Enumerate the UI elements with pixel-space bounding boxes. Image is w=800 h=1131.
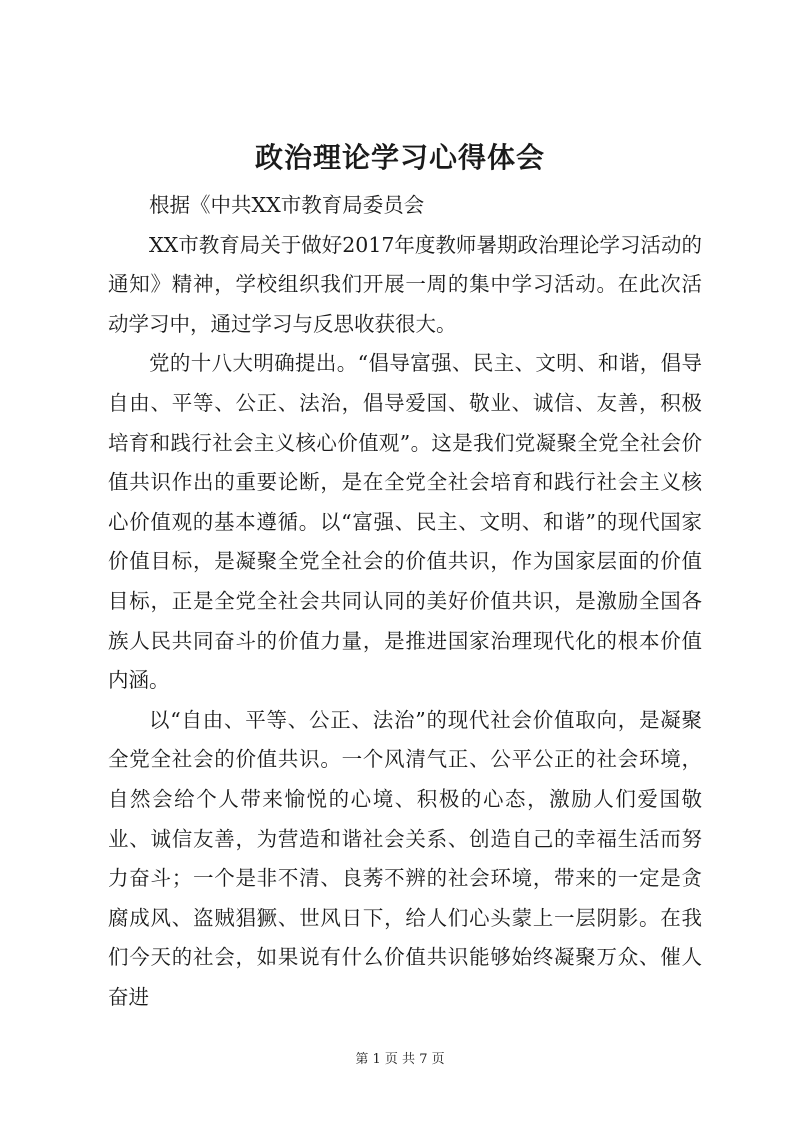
paragraph-4: 以“自由、平等、公正、法治”的现代社会价值取向，是凝聚全党全社会的价值共识。一个风清气正、公平公正的社会环境，自然会给个人带来愉悦的心境、积极的心态，激励人们爱国敬业、诚信友善，为营造和谐社会关系、创造自己的幸福生活而努力奋斗；一个是非不清、良莠不辨的社会环境，带来的一定是贪腐成风、盗贼猖獗、世风日下，给人们心头蒙上一层阴影。在我们今天的社会，如果说有什么价值共识能够始终凝聚万众、催人奋进: [108, 707, 702, 1009]
paragraph-3: 党的十八大明确提出。“倡导富强、民主、文明、和谐，倡导自由、平等、公正、法治，倡导爱国、敬业、诚信、友善，积极培育和践行社会主义核心价值观”。这是我们党凝聚全党全社会价值共识作出的重要论断，是在全党全社会培育和践行社会主义核心价值观的基本遵循。以“富强、民主、文明、和谐”的现代国家价值目标，是凝聚全党全社会的价值共识，作为国家层面的价值目标，正是全党全社会共同认同的美好价值共识，是激励全国各族人民共同奋斗的价值力量，是推进国家治理现代化的根本价值内涵。: [108, 351, 702, 693]
page-number-footer: 第 1 页 共 7 页: [355, 1052, 445, 1067]
document-title: 政治理论学习心得体会: [254, 141, 545, 174]
paragraph-2: XX市教育局关于做好2017年度教师暑期政治理论学习活动的通知》精神，学校组织我们开展一周的集中学习活动。在此次活动学习中，通过学习与反思收获很大。: [108, 232, 702, 336]
document-body: [108, 186, 702, 1017]
paragraph-1: 根据《中共XX市教育局委员会: [149, 193, 425, 217]
